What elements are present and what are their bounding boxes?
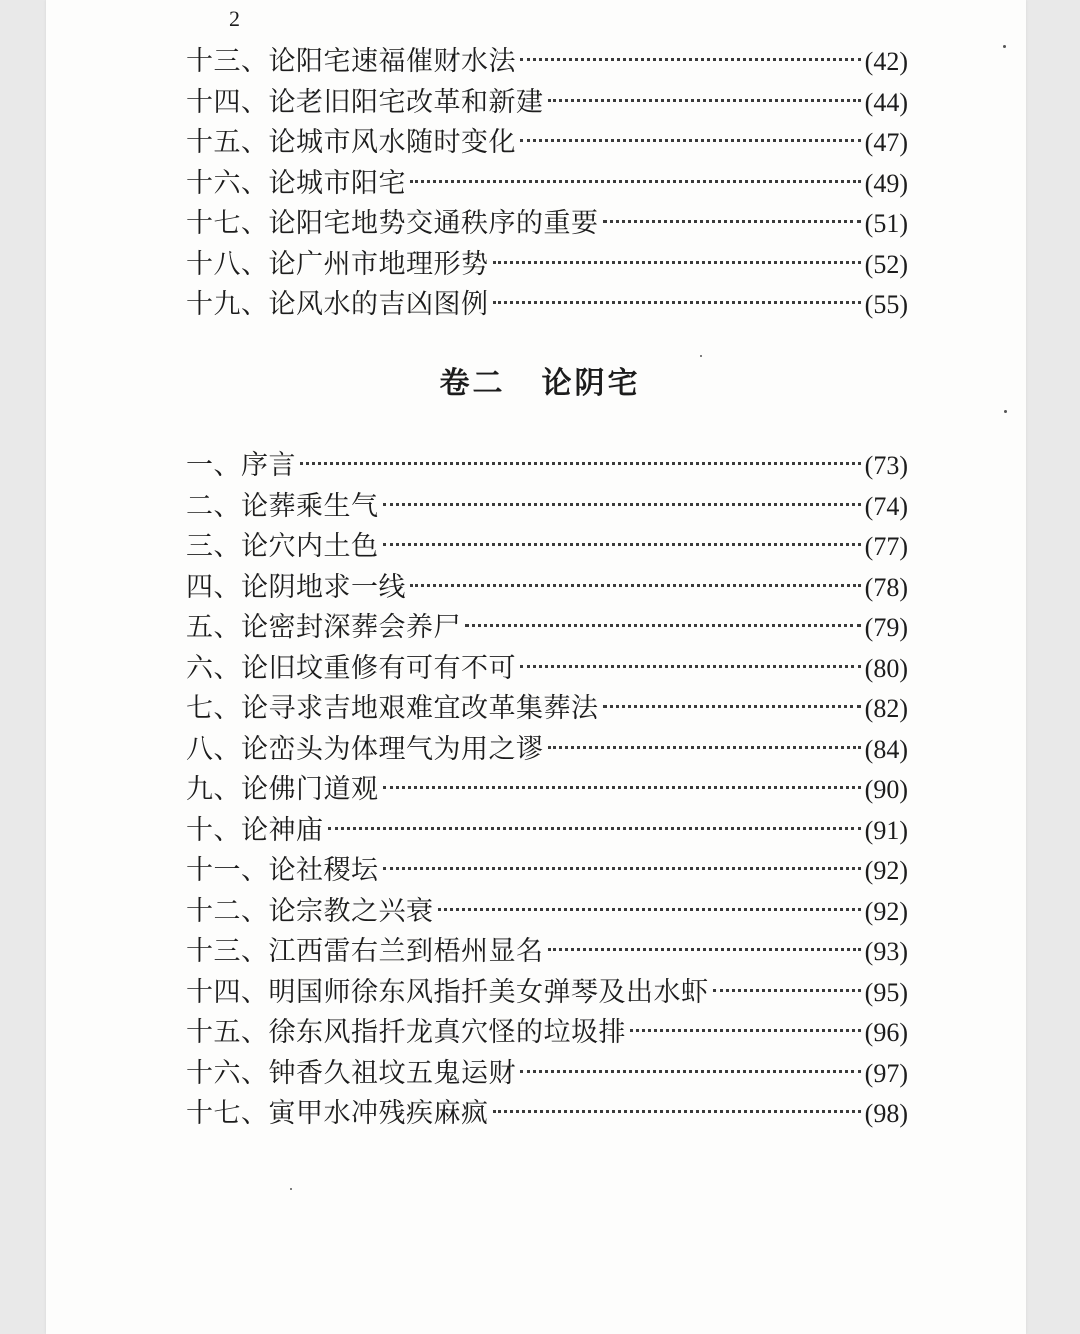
dot-leader xyxy=(603,220,861,223)
dot-leader xyxy=(493,1110,861,1113)
section-title: 论阴宅 xyxy=(541,366,641,401)
toc-entry[interactable] xyxy=(186,285,908,326)
toc-entry-title: 七、论寻求吉地艰难宜改革集葬法 xyxy=(186,693,599,724)
toc-entry[interactable] xyxy=(186,568,908,609)
toc-entry-title: 十八、论广州市地理形势 xyxy=(186,248,489,280)
toc-entry[interactable] xyxy=(186,204,908,245)
dot-leader xyxy=(713,989,861,992)
toc-entry-page: (77) xyxy=(864,532,908,561)
toc-entry-page: (96) xyxy=(864,1018,908,1047)
scan-speck xyxy=(700,355,702,357)
toc-entry-title: 十四、明国师徐东风指扦美女弹琴及出水虾 xyxy=(186,976,709,1008)
dot-leader xyxy=(493,261,861,264)
dot-leader xyxy=(383,503,861,506)
scan-speck xyxy=(1004,410,1007,413)
dot-leader xyxy=(410,584,861,587)
section-volume: 卷二 xyxy=(439,366,506,401)
toc-entry[interactable] xyxy=(186,1094,908,1135)
toc-list-part1 xyxy=(186,42,908,326)
toc-entry-title: 十五、论城市风水随时变化 xyxy=(186,127,516,158)
toc-entry-title: 十三、论阳宅速福催财水法 xyxy=(186,46,516,77)
toc-entry-page: (97) xyxy=(864,1058,908,1088)
toc-entry-title: 十六、钟香久祖坟五鬼运财 xyxy=(186,1057,516,1089)
toc-entry[interactable] xyxy=(186,446,908,487)
dot-leader xyxy=(603,705,861,708)
toc-entry[interactable] xyxy=(186,123,908,164)
dot-leader xyxy=(300,462,861,465)
dot-leader xyxy=(520,665,861,668)
dot-leader xyxy=(383,867,861,870)
toc-entry[interactable] xyxy=(186,730,908,771)
toc-entry[interactable] xyxy=(186,851,908,892)
toc-entry-title: 十一、论社稷坛 xyxy=(186,855,379,886)
toc-entry[interactable] xyxy=(186,649,908,690)
toc-entry-page: (92) xyxy=(864,896,908,926)
toc-entry-page: (51) xyxy=(864,209,908,238)
toc-entry-title: 十七、寅甲水冲残疾麻疯 xyxy=(186,1098,489,1129)
toc-entry[interactable] xyxy=(186,527,908,568)
toc-entry[interactable] xyxy=(186,811,908,852)
toc-entry-page: (98) xyxy=(864,1099,908,1128)
toc-entry-page: (52) xyxy=(864,249,908,279)
dot-leader xyxy=(438,908,861,911)
toc-entry-title: 六、论旧坟重修有可有不可 xyxy=(186,652,516,684)
dot-leader xyxy=(520,1070,861,1073)
scan-speck xyxy=(1003,45,1006,48)
dot-leader xyxy=(493,301,861,304)
dot-leader xyxy=(548,948,861,951)
toc-entry-title: 十三、江西雷右兰到梧州显名 xyxy=(186,936,544,967)
toc-entry[interactable] xyxy=(186,932,908,973)
toc-list-part2 xyxy=(186,446,908,1135)
toc-entry-title: 九、论佛门道观 xyxy=(186,774,379,805)
dot-leader xyxy=(383,543,861,546)
dot-leader xyxy=(520,139,861,142)
toc-entry-title: 十五、徐东风指扦龙真穴怪的垃圾排 xyxy=(186,1017,626,1048)
toc-entry-title: 三、论穴内土色 xyxy=(186,531,379,562)
toc-entry-title: 八、论峦头为体理气为用之谬 xyxy=(186,733,544,765)
toc-entry-title: 四、论阴地求一线 xyxy=(186,571,406,603)
toc-entry[interactable] xyxy=(186,1013,908,1054)
dot-leader xyxy=(410,180,861,183)
dot-leader xyxy=(520,58,861,61)
toc-entry-title: 十二、论宗教之兴衰 xyxy=(186,895,434,927)
dot-leader xyxy=(630,1029,861,1032)
toc-entry-page: (47) xyxy=(864,128,908,157)
toc-entry-title: 十、论神庙 xyxy=(186,814,324,846)
toc-entry-page: (74) xyxy=(864,491,908,521)
dot-leader xyxy=(328,827,861,830)
toc-entry-title: 十九、论风水的吉凶图例 xyxy=(186,289,489,320)
dot-leader xyxy=(548,99,861,102)
toc-entry-page: (78) xyxy=(864,572,908,602)
dot-leader xyxy=(465,624,861,627)
toc-entry-page: (93) xyxy=(864,937,908,966)
toc-entry-page: (95) xyxy=(864,977,908,1007)
toc-entry[interactable] xyxy=(186,487,908,528)
toc-entry-page: (84) xyxy=(864,734,908,764)
toc-entry-title: 十七、论阳宅地势交通秩序的重要 xyxy=(186,208,599,239)
toc-entry-page: (91) xyxy=(864,815,908,845)
toc-entry[interactable] xyxy=(186,164,908,205)
toc-entry[interactable] xyxy=(186,689,908,730)
toc-entry-page: (55) xyxy=(864,290,908,319)
scan-speck xyxy=(290,1188,292,1190)
section-heading xyxy=(0,362,1080,406)
toc-entry[interactable] xyxy=(186,770,908,811)
page-number: 2 xyxy=(229,6,240,31)
toc-entry[interactable] xyxy=(186,608,908,649)
toc-entry-title: 十六、论城市阳宅 xyxy=(186,167,406,199)
toc-entry-page: (79) xyxy=(864,613,908,642)
toc-entry-title: 一、序言 xyxy=(186,450,296,481)
toc-entry-title: 十四、论老旧阳宅改革和新建 xyxy=(186,86,544,118)
toc-entry-title: 二、论葬乘生气 xyxy=(186,490,379,522)
toc-entry-page: (92) xyxy=(864,856,908,885)
toc-entry[interactable] xyxy=(186,245,908,286)
toc-entry[interactable] xyxy=(186,973,908,1014)
toc-entry-page: (90) xyxy=(864,775,908,804)
toc-entry[interactable] xyxy=(186,83,908,124)
toc-entry[interactable] xyxy=(186,1054,908,1095)
toc-entry-title: 五、论密封深葬会养尸 xyxy=(186,612,461,643)
toc-entry-page: (42) xyxy=(864,47,908,76)
toc-entry[interactable] xyxy=(186,42,908,83)
toc-entry-page: (82) xyxy=(864,694,908,723)
dot-leader xyxy=(383,786,861,789)
toc-entry-page: (73) xyxy=(864,451,908,480)
dot-leader xyxy=(548,746,861,749)
toc-entry-page: (80) xyxy=(864,653,908,683)
toc-entry-page: (44) xyxy=(864,87,908,117)
toc-entry-page: (49) xyxy=(864,168,908,198)
toc-entry[interactable] xyxy=(186,892,908,933)
